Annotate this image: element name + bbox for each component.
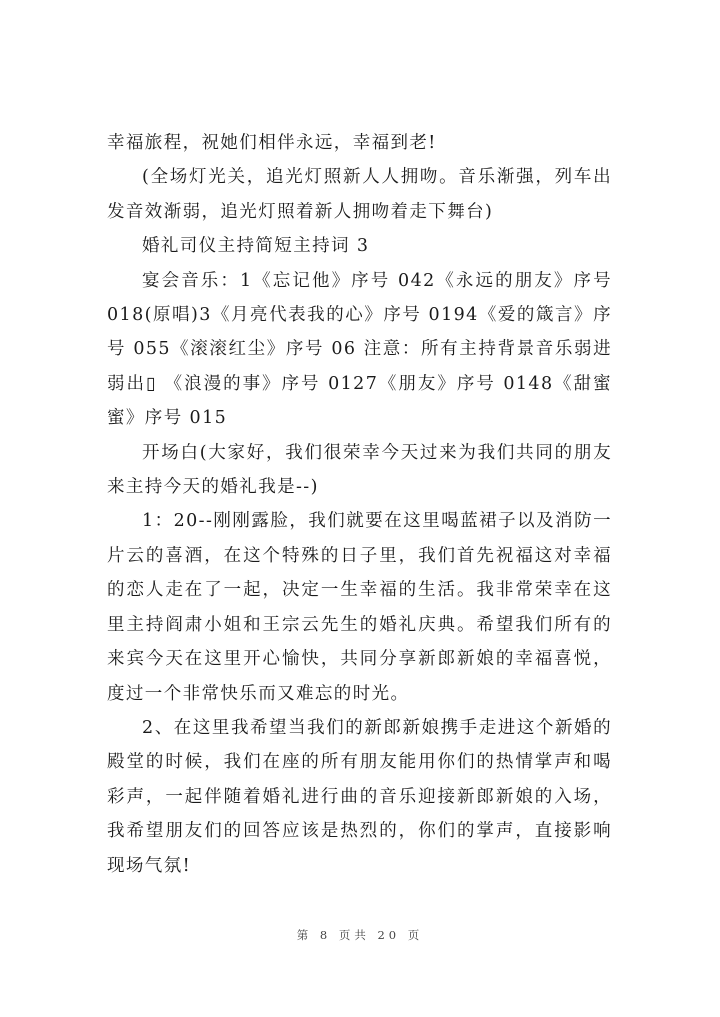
paragraph-item-1: 1：20--刚刚露脸，我们就要在这里喝蓝裙子以及消防一片云的喜酒，在这个特殊的日子里，我们首先祝福这对幸福的恋人走在了一起，决定一生幸福的生活。我非常荣幸在这里主持阎肃小姐和王宗云先生的婚礼庆典。希望我们所有的来宾今天在这里开心愉快，共同分享新郎新娘的幸福喜悦，度过一个非常快乐而又难忘的时光。 [107, 511, 612, 704]
paragraph-stage-direction: (全场灯光关，追光灯照新人人拥吻。音乐渐强，列车出发音效渐弱，追光灯照着新人拥吻着走下舞台) [107, 167, 612, 222]
document-body [107, 126, 612, 883]
paragraph-item-2: 2、在这里我希望当我们的新郎新娘携手走进这个新婚的殿堂的时候，我们在座的所有朋友能用你们的热情掌声和喝彩声，一起伴随着婚礼进行曲的音乐迎接新郎新娘的入场，我希望朋友们的回答应该是热烈的，你们的掌声，直接影响现场气氛! [107, 717, 612, 876]
paragraph-opening: 开场白(大家好，我们很荣幸今天过来为我们共同的朋友来主持今天的婚礼我是--) [107, 442, 612, 498]
paragraph-banquet-music: 宴会音乐：1《忘记他》序号 042《永远的朋友》序号018(原唱)3《月亮代表我的心》序号 0194《爱的箴言》序号 055《滚滚红尘》序号 06 注意：所有主持背景音乐弱进弱出▯ 《浪漫的事》序号 0127《朋友》序号 0148《甜蜜蜜》序号 015 [107, 270, 612, 429]
section-heading: 婚礼司仪主持简短主持词 3 [142, 236, 370, 257]
page-number-footer: 第 8 页共 20 页 [296, 928, 424, 942]
paragraph-blessing-end: 幸福旅程，祝她们相伴永远，幸福到老! [107, 133, 437, 153]
